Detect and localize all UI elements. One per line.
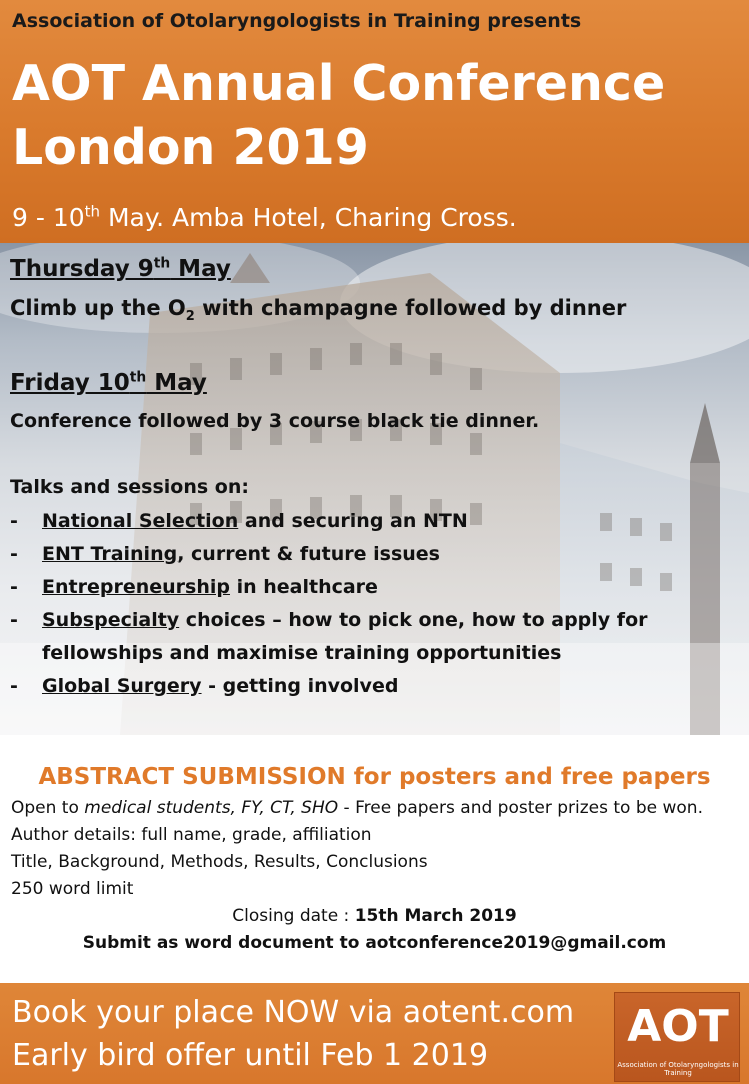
talk-topic: Global Surgery — [42, 675, 202, 697]
talk-topic: ENT Training — [42, 543, 178, 565]
closing-date-value: 15th March 2019 — [354, 906, 517, 926]
talk-item — [10, 510, 468, 532]
talk-detail: , current & future issues — [177, 543, 440, 565]
aot-logo — [614, 992, 740, 1082]
bullet-dash: - — [10, 576, 18, 598]
day1-activity — [10, 296, 627, 325]
title-line-2: London 2019 — [12, 119, 369, 176]
talk-detail: - getting involved — [201, 675, 399, 697]
bullet-dash: - — [10, 543, 18, 565]
talk-topic: National Selection — [42, 510, 239, 532]
early-bird-text: Early bird offer until Feb 1 2019 — [12, 1038, 489, 1073]
eligibility-prefix: Open to — [11, 798, 85, 818]
o2-subscript: 2 — [185, 309, 195, 325]
booking-link-text: Book your place NOW via aotent.com — [12, 995, 575, 1030]
closing-label: Closing date : — [232, 906, 355, 926]
logo-text: AOT — [627, 1001, 729, 1052]
day1-activity-end: with champagne followed by dinner — [194, 296, 627, 320]
talk-item — [10, 543, 440, 565]
date-range: 9 - 10 — [12, 203, 85, 232]
day2-suffix: th — [129, 369, 147, 386]
talk-topic: Subspecialty — [42, 609, 180, 631]
day1-date: Thursday 9 — [10, 256, 154, 282]
day1-month: May — [170, 256, 231, 282]
day2-activity: Conference followed by 3 course black tie dinner. — [10, 410, 540, 432]
talk-item — [10, 609, 648, 631]
day1-suffix: th — [153, 255, 171, 272]
talk-detail: and securing an NTN — [238, 510, 468, 532]
talk-topic: Entrepreneurship — [42, 576, 230, 598]
abstract-author-details: Author details: full name, grade, affiliation — [11, 825, 372, 845]
date-venue — [12, 203, 517, 232]
abstract-eligibility — [11, 798, 703, 818]
talk-item-continued — [10, 642, 561, 664]
submission-instructions: Submit as word document to aotconference2019@gmail.com — [82, 933, 667, 953]
day2-date: Friday 10 — [10, 370, 130, 396]
eligibility-prizes: - Free papers and poster prizes to be won. — [338, 798, 703, 818]
day1-activity-start: Climb up the O — [10, 296, 186, 320]
talk-detail: fellowships and maximise training opportunities — [42, 642, 562, 664]
bullet-dash: - — [10, 609, 18, 631]
abstract-word-limit: 250 word limit — [11, 879, 134, 899]
bullet-dash: - — [10, 675, 18, 697]
talk-detail: in healthcare — [229, 576, 378, 598]
closing-date — [0, 906, 749, 926]
eligibility-groups: medical students, FY, CT, SHO — [84, 798, 339, 818]
day2-heading — [10, 370, 207, 396]
title-line-1: AOT Annual Conference — [12, 55, 666, 112]
bullet-dash: - — [10, 510, 18, 532]
conference-title — [12, 52, 665, 180]
day2-month: May — [146, 370, 207, 396]
talk-item — [10, 675, 398, 697]
abstract-structure: Title, Background, Methods, Results, Conclusions — [11, 852, 428, 872]
abstract-title: ABSTRACT SUBMISSION for posters and free papers — [38, 764, 711, 790]
header-banner — [0, 0, 749, 243]
day1-heading — [10, 256, 231, 282]
talks-heading: Talks and sessions on: — [10, 476, 249, 498]
talk-detail: choices – how to pick one, how to apply for — [179, 609, 648, 631]
date-suffix: th — [84, 202, 101, 221]
talk-item — [10, 576, 378, 598]
logo-subtitle: Association of Otolaryngologists in Training — [617, 1061, 739, 1077]
venue-text: May. Amba Hotel, Charing Cross. — [100, 203, 517, 232]
presenter-text: Association of Otolaryngologists in Training presents — [12, 10, 582, 32]
